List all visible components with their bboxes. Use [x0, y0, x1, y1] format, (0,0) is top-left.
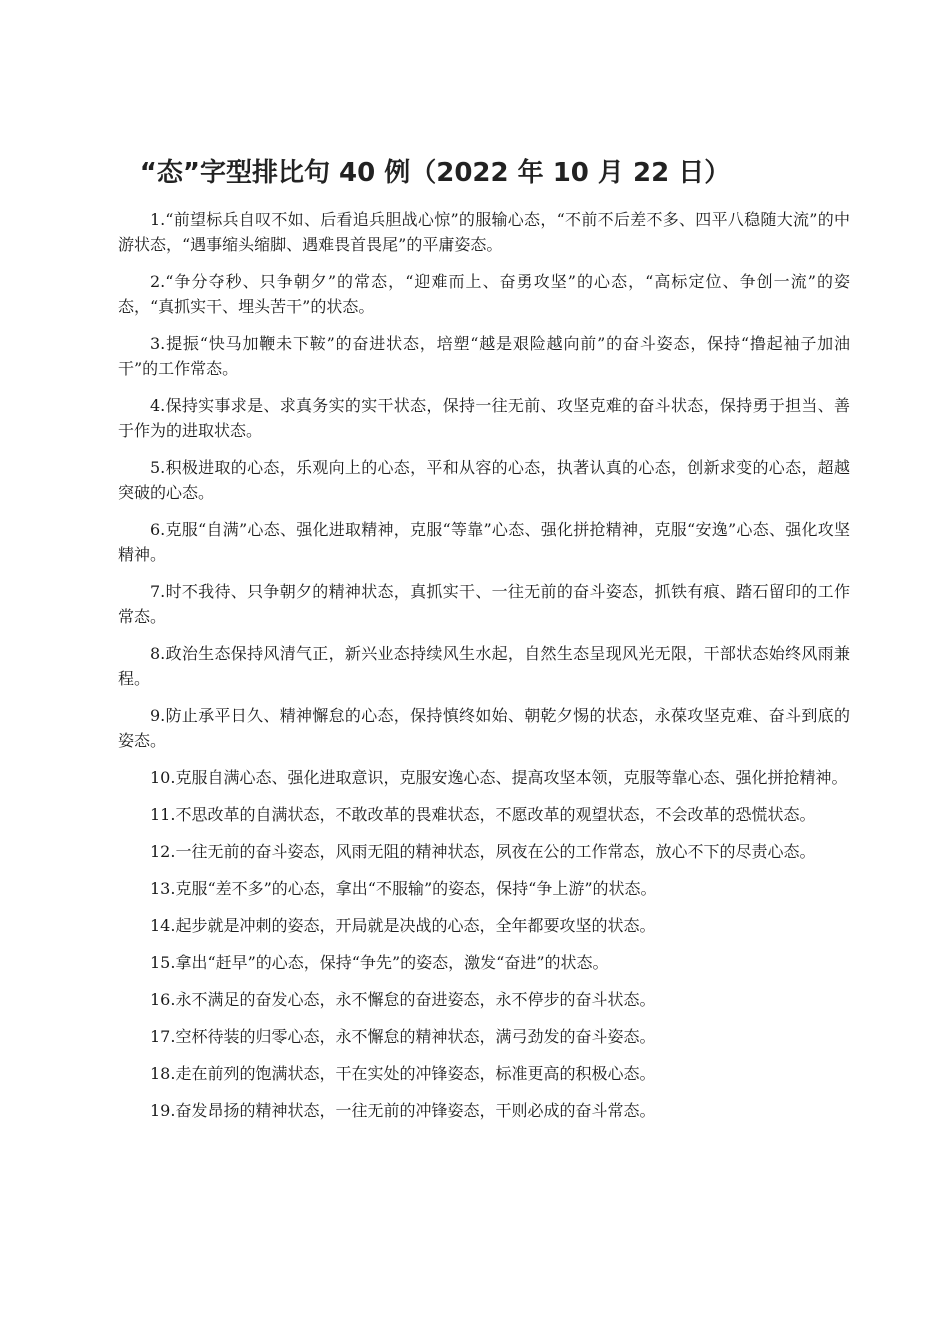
paragraph-17: 17.空杯待装的归零心态，永不懈怠的精神状态，满弓劲发的奋斗姿态。: [150, 1027, 656, 1046]
paragraph-11: 11.不思改革的自满状态，不敢改革的畏难状态，不愿改革的观望状态，不会改革的恐慌状态。: [150, 805, 816, 824]
paragraph-9: 9.防止承平日久、精神懈怠的心态，保持慎终如始、朝乾夕惕的状态，永葆攻坚克难、奋斗到底的姿态。: [118, 706, 850, 750]
paragraph-8: 8.政治生态保持风清气正，新兴业态持续风生水起，自然生态呈现风光无限，干部状态始终风雨兼程。: [118, 644, 850, 688]
paragraph-15: 15.拿出“赶早”的心态，保持“争先”的姿态，激发“奋进”的状态。: [150, 953, 609, 972]
document-title: “态”字型排比句 40 例（2022 年 10 月 22 日）: [139, 158, 731, 188]
paragraph-19: 19.奋发昂扬的精神状态，一往无前的冲锋姿态，干则必成的奋斗常态。: [150, 1101, 656, 1120]
paragraph-3: 3.提振“快马加鞭未下鞍”的奋进状态，培塑“越是艰险越向前”的奋斗姿态，保持“撸起袖子加油干”的工作常态。: [118, 334, 850, 378]
paragraph-18: 18.走在前列的饱满状态，干在实处的冲锋姿态，标准更高的积极心态。: [150, 1064, 656, 1083]
paragraph-6: 6.克服“自满”心态、强化进取精神，克服“等靠”心态、强化拼抢精神，克服“安逸”心态、强化攻坚精神。: [118, 520, 850, 564]
paragraph-1: 1.“前望标兵自叹不如、后看追兵胆战心惊”的服输心态，“不前不后差不多、四平八稳随大流”的中游状态，“遇事缩头缩脚、遇难畏首畏尾”的平庸姿态。: [118, 210, 850, 254]
document-body: [118, 207, 850, 1135]
paragraph-7: 7.时不我待、只争朝夕的精神状态，真抓实干、一往无前的奋斗姿态，抓铁有痕、踏石留印的工作常态。: [118, 582, 850, 626]
paragraph-5: 5.积极进取的心态，乐观向上的心态，平和从容的心态，执著认真的心态，创新求变的心态，超越突破的心态。: [118, 458, 850, 502]
paragraph-10: 10.克服自满心态、强化进取意识，克服安逸心态、提高攻坚本领，克服等靠心态、强化拼抢精神。: [150, 768, 848, 787]
paragraph-16: 16.永不满足的奋发心态，永不懈怠的奋进姿态，永不停步的奋斗状态。: [150, 990, 656, 1009]
paragraph-2: 2.“争分夺秒、只争朝夕”的常态，“迎难而上、奋勇攻坚”的心态，“高标定位、争创一流”的姿态，“真抓实干、埋头苦干”的状态。: [118, 272, 850, 316]
paragraph-4: 4.保持实事求是、求真务实的实干状态，保持一往无前、攻坚克难的奋斗状态，保持勇于担当、善于作为的进取状态。: [118, 396, 850, 440]
paragraph-12: 12.一往无前的奋斗姿态，风雨无阻的精神状态，夙夜在公的工作常态，放心不下的尽责心态。: [150, 842, 816, 861]
paragraph-13: 13.克服“差不多”的心态，拿出“不服输”的姿态，保持“争上游”的状态。: [150, 879, 657, 898]
paragraph-14: 14.起步就是冲刺的姿态，开局就是决战的心态，全年都要攻坚的状态。: [150, 916, 656, 935]
